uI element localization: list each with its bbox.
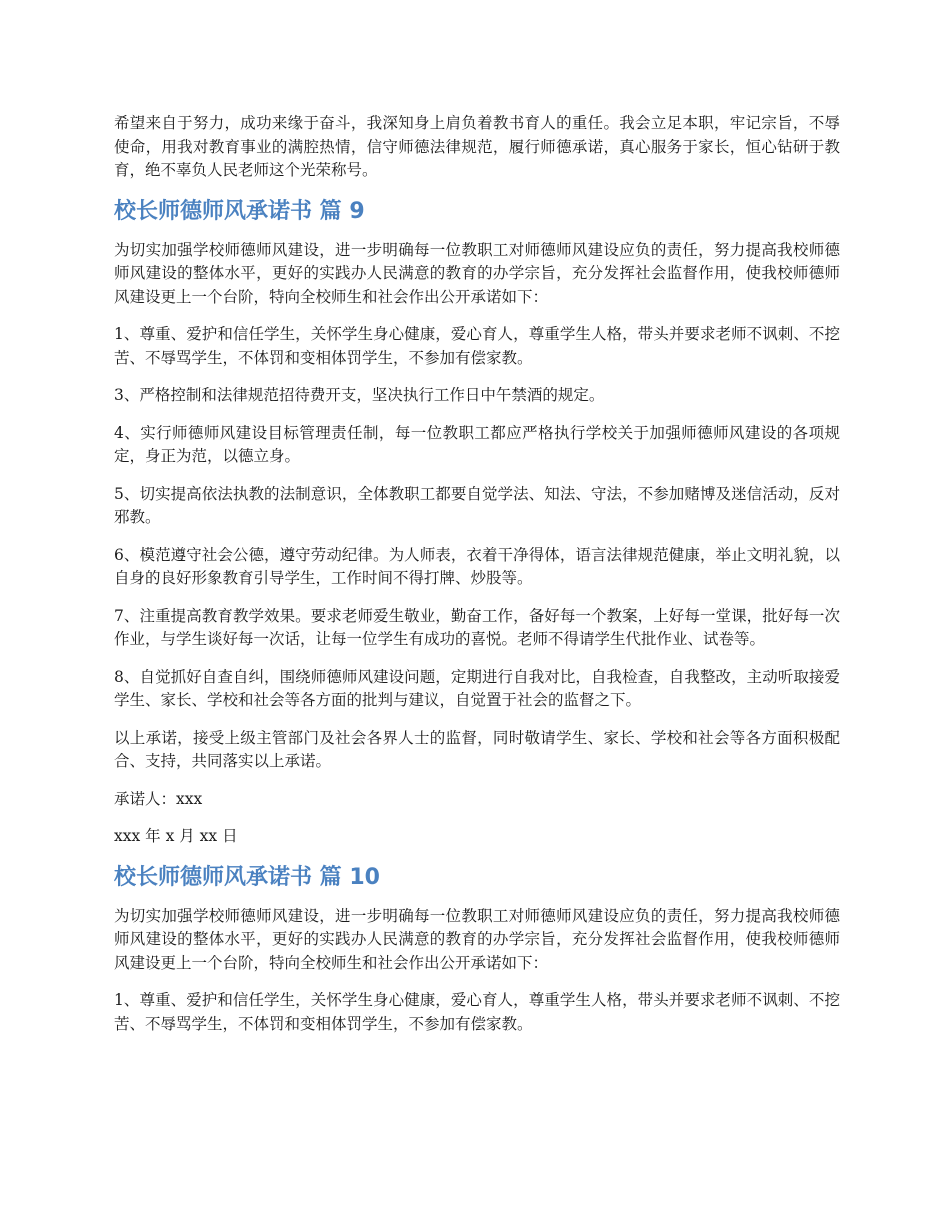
section-9-item-6: 6、模范遵守社会公德，遵守劳动纪律。为人师表，衣着干净得体，语言法律规范健康，举止文明礼貌，以自身的良好形象教育引导学生，工作时间不得打牌、炒股等。 bbox=[114, 545, 840, 587]
section-10-preamble: 为切实加强学校师德师风建设，进一步明确每一位教职工对师德师风建设应负的责任，努力提高我校师德师风建设的整体水平，更好的实践办人民满意的教育的办学宗旨，充分发挥社会监督作用，使我校师德师风建设更上一个台阶，特向全校师生和社会作出公开承诺如下： bbox=[114, 906, 840, 972]
section-10-item-1: 1、尊重、爱护和信任学生，关怀学生身心健康，爱心育人，尊重学生人格，带头并要求老师不讽刺、不挖苦、不辱骂学生，不体罚和变相体罚学生，不参加有偿家教。 bbox=[114, 991, 840, 1033]
section-9-item-5: 5、切实提高依法执教的法制意识，全体教职工都要自觉学法、知法、守法，不参加赌博及迷信活动，反对邪教。 bbox=[114, 484, 840, 526]
section-9-item-7: 7、注重提高教育教学效果。要求老师爱生敬业，勤奋工作，备好每一个教案，上好每一堂课，批好每一次作业，与学生谈好每一次话，让每一位学生有成功的喜悦。老师不得请学生代批作业、试卷等。 bbox=[114, 606, 840, 648]
section-9-date: xxx 年 x 月 xx 日 bbox=[114, 827, 238, 845]
section-9-title: 校长师德师风承诺书 篇 9 bbox=[114, 198, 365, 224]
section-10-title: 校长师德师风承诺书 篇 10 bbox=[114, 864, 380, 890]
section-9-preamble: 为切实加强学校师德师风建设，进一步明确每一位教职工对师德师风建设应负的责任，努力提高我校师德师风建设的整体水平，更好的实践办人民满意的教育的办学宗旨，充分发挥社会监督作用，使我校师德师风建设更上一个台阶，特向全校师生和社会作出公开承诺如下： bbox=[114, 240, 840, 306]
section-9-item-1: 1、尊重、爱护和信任学生，关怀学生身心健康，爱心育人，尊重学生人格，带头并要求老师不讽刺、不挖苦、不辱骂学生，不体罚和变相体罚学生，不参加有偿家教。 bbox=[114, 325, 840, 367]
section-9-signatory: 承诺人：xxx bbox=[114, 789, 203, 808]
section-9-item-8: 8、自觉抓好自查自纠，围绕师德师风建设问题，定期进行自我对比，自我检查，自我整改，主动听取接爱学生、家长、学校和社会等各方面的批判与建议，自觉置于社会的监督之下。 bbox=[114, 667, 840, 709]
section-9-closing: 以上承诺，接受上级主管部门及社会各界人士的监督，同时敬请学生、家长、学校和社会等各方面积极配合、支持，共同落实以上承诺。 bbox=[114, 728, 840, 770]
intro-paragraph: 希望来自于努力，成功来缘于奋斗，我深知身上肩负着教书育人的重任。我会立足本职，牢记宗旨，不辱使命，用我对教育事业的满腔热情，信守师德法律规范，履行师德承诺，真心服务于家长，恒心钻研于教育，绝不辜负人民老师这个光荣称号。 bbox=[114, 114, 840, 179]
document-page bbox=[114, 112, 840, 1050]
section-9-item-4: 4、实行师德师风建设目标管理责任制，每一位教职工都应严格执行学校关于加强师德师风建设的各项规定，身正为范，以德立身。 bbox=[114, 423, 840, 465]
section-9-item-3: 3、严格控制和法律规范招待费开支，坚决执行工作日中午禁酒的规定。 bbox=[114, 386, 605, 404]
